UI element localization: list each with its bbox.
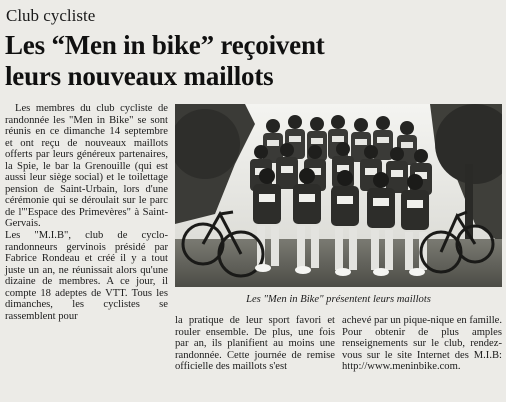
paragraph-3: la pratique de leur sport favori et rouler ensemble. De plus, une fois par an, ils planifient au moins une randonnée. Cette journée de remise officielle des maillots s'est xyxy=(175,315,335,373)
paragraph-2: Les "M.I.B", club de cyclo-randonneurs gervinois présidé par Fabrice Rondeau et créé il y a tout juste un an, ne réunissait alors qu'une dizaine de membres. A ce jour, il compte 18 adeptes de VTT. Tous les dimanches, les cyclistes se rassemblent pour xyxy=(5,230,168,322)
paragraph-4: achevé par un pique-nique en famille. Pour obtenir de plus amples renseignements sur le club, rendez-vous sur le site Internet des M.I.B: http://www.meninbike.com. xyxy=(342,315,503,373)
article-column-3 xyxy=(342,315,502,373)
article-column-1 xyxy=(5,103,168,322)
paragraph-1: Les membres du club cycliste de randonnée les "Men in Bike" se sont réunis en ce dimanche 14 septembre et ont reçu de nouveaux maillots offerts par leurs généreux partenaires, la Spie, le bar la Grenouille (qui est aussi leur siège social) et le toilettage pension de Saint-Urbain, lors d'une cérémonie qui se déroulait sur le parc de l'"Espace des Primevères" à Saint-Gervais. xyxy=(5,103,168,230)
headline-line-2: leurs nouveaux maillots xyxy=(5,61,274,91)
team-photo xyxy=(175,104,502,287)
article-column-2 xyxy=(175,315,335,373)
photo-caption: Les "Men in Bike" présentent leurs maillots xyxy=(246,294,431,305)
headline-line-1: Les “Men in bike” reçoivent xyxy=(5,30,325,60)
team-photo-image xyxy=(175,104,502,287)
section-kicker: Club cycliste xyxy=(6,6,96,25)
article-headline xyxy=(5,30,501,92)
